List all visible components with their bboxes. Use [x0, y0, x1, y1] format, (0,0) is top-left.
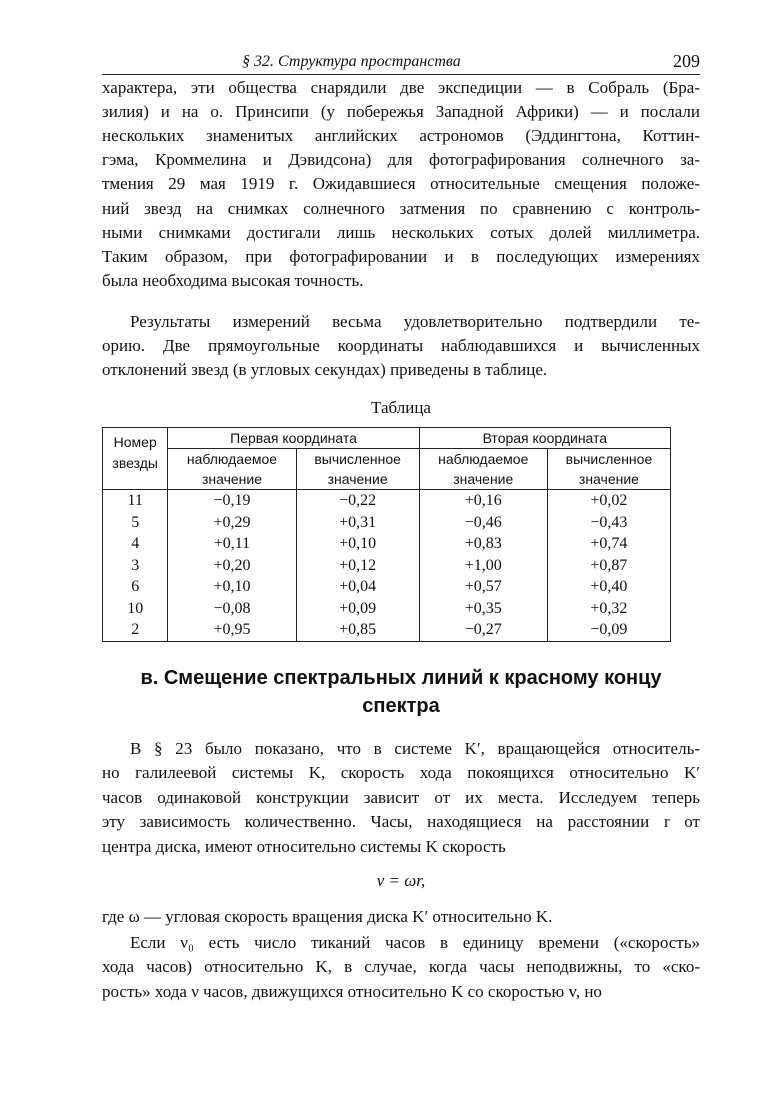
- col-header: значение: [296, 469, 419, 490]
- text-line: зилия) и на о. Принсипи (у побережья Западной Африки) — и послали: [102, 102, 700, 122]
- value-cell: +0,40: [547, 576, 670, 598]
- text-line: ний звезд на снимках солнечного затмения по сравнению с контроль-: [102, 198, 700, 218]
- col-header: значение: [419, 469, 547, 490]
- text-line: Результаты измерений весьма удовлетворительно подтвердили те-: [130, 312, 700, 331]
- star-number: 6: [103, 576, 168, 598]
- value-cell: +0,87: [547, 555, 670, 577]
- value-cell: −0,08: [168, 598, 296, 620]
- col-header: значение: [547, 469, 670, 490]
- group-header: Первая координата: [168, 428, 419, 449]
- value-cell: +0,95: [168, 619, 296, 641]
- formula: v = ωr,: [376, 871, 426, 890]
- value-cell: −0,19: [168, 490, 296, 512]
- value-cell: +0,20: [168, 555, 296, 577]
- text-line: нескольких знаменитых английских астрономов (Эддингтона, Коттин-: [102, 126, 700, 146]
- col-header: вычисленное: [296, 449, 419, 470]
- value-cell: +0,12: [296, 555, 419, 577]
- group-header: Вторая координата: [419, 428, 670, 449]
- text-line: гэма, Кроммелина и Дэвидсона) для фотографирования солнечного за-: [102, 150, 700, 170]
- text-line: эту зависимость количественно. Часы, находящиеся на расстоянии r от: [102, 812, 700, 832]
- col-header: вычисленное: [547, 449, 670, 470]
- table-row: [103, 598, 671, 620]
- running-header: [102, 50, 700, 75]
- star-number: 3: [103, 555, 168, 577]
- page-number: 209: [673, 51, 700, 71]
- heading-line: спектра: [362, 695, 440, 717]
- table-row: [103, 490, 671, 512]
- star-number: 11: [103, 490, 168, 512]
- table-row: [103, 512, 671, 534]
- section-title: § 32. Структура пространства: [242, 53, 461, 70]
- col-header: наблюдаемое: [419, 449, 547, 470]
- star-number: 4: [103, 533, 168, 555]
- section-heading: [82, 664, 720, 720]
- value-cell: +1,00: [419, 555, 547, 577]
- value-cell: +0,04: [296, 576, 419, 598]
- text-line: орию. Две прямоугольные координаты наблюдавшихся и вычисленных: [102, 336, 700, 356]
- col-header: Номер: [113, 434, 157, 450]
- table-caption: Таблица: [371, 398, 431, 417]
- text-line: тмения 29 мая 1919 г. Ожидавшиеся относительные смещения положе-: [102, 174, 700, 194]
- value-cell: +0,16: [419, 490, 547, 512]
- text-line: ными снимками достигали лишь нескольких сотых долей миллиметра.: [102, 222, 700, 242]
- star-number: 10: [103, 598, 168, 620]
- value-cell: +0,83: [419, 533, 547, 555]
- value-cell: +0,57: [419, 576, 547, 598]
- text-line: характера, эти общества снарядили две экспедиции — в Собраль (Бра-: [102, 78, 700, 97]
- table-row: [103, 555, 671, 577]
- text-line: В § 23 было показано, что в системе K′, вращающейся относитель-: [130, 739, 700, 758]
- value-cell: +0,74: [547, 533, 670, 555]
- value-cell: +0,09: [296, 598, 419, 620]
- value-cell: −0,27: [419, 619, 547, 641]
- table-row: [103, 576, 671, 598]
- table-row: [103, 533, 671, 555]
- text-line: Таким образом, при фотографировании и в последующих измерениях: [102, 246, 700, 266]
- value-cell: +0,29: [168, 512, 296, 534]
- star-number: 2: [103, 619, 168, 641]
- text-line: центра диска, имеют относительно системы K скорость: [102, 836, 506, 856]
- value-cell: −0,43: [547, 512, 670, 534]
- value-cell: +0,35: [419, 598, 547, 620]
- value-cell: +0,32: [547, 598, 670, 620]
- value-cell: +0,10: [296, 533, 419, 555]
- col-header: наблюдаемое: [168, 449, 296, 470]
- col-header: звезды: [112, 455, 158, 471]
- value-cell: −0,09: [547, 619, 670, 641]
- text-line: отклонений звезд (в угловых секундах) приведены в таблице.: [102, 360, 548, 380]
- text-line: где ω — угловая скорость вращения диска K′ относительно K.: [102, 907, 553, 926]
- text-line: часов одинаковой конструкции зависит от их места. Исследуем теперь: [102, 787, 700, 807]
- text-line: хода часов) относительно K, в случае, когда часы неподвижны, то «ско-: [102, 957, 700, 977]
- text-line: Если ν₀ есть число тиканий часов в единицу времени («скорость»: [130, 933, 700, 952]
- value-cell: +0,10: [168, 576, 296, 598]
- value-cell: +0,85: [296, 619, 419, 641]
- text-line: но галилеевой системы K, скорость хода покоящихся относительно K′: [102, 763, 700, 783]
- heading-line: в. Смещение спектральных линий к красному концу: [140, 667, 662, 689]
- star-number: 5: [103, 512, 168, 534]
- value-cell: −0,22: [296, 490, 419, 512]
- value-cell: −0,46: [419, 512, 547, 534]
- text-line: рость» хода ν часов, движущихся относительно K со скоростью v, но: [102, 981, 602, 1001]
- value-cell: +0,11: [168, 533, 296, 555]
- table-row: [103, 619, 671, 641]
- data-table: [102, 427, 671, 642]
- value-cell: +0,02: [547, 490, 670, 512]
- value-cell: +0,31: [296, 512, 419, 534]
- col-header: значение: [168, 469, 296, 490]
- text-line: была необходима высокая точность.: [102, 270, 364, 290]
